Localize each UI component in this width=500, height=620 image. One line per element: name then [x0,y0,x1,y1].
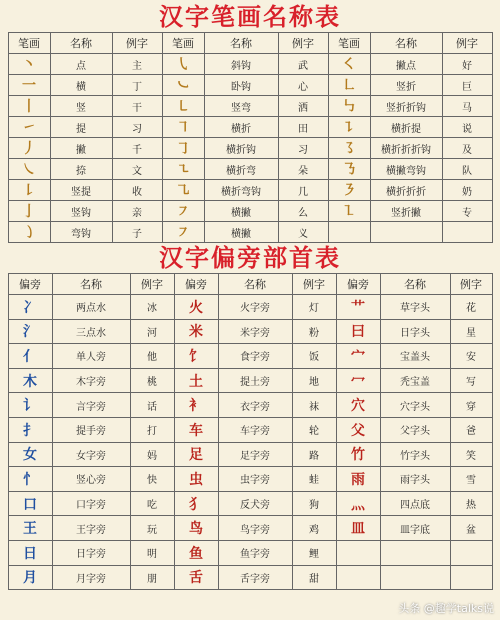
stroke-example-cell: 习 [112,117,162,138]
stroke-glyph-cell: 一 [8,75,50,96]
radical-example-cell: 鸡 [292,516,336,541]
radical-name-cell: 王字旁 [52,516,130,541]
stroke-glyph-cell: ㇄ [162,96,204,117]
radical-example-cell: 冰 [130,295,174,320]
stroke-name-cell: 横折 [204,117,278,138]
stroke-example-cell: 么 [278,201,328,222]
radical-example-cell: 狗 [292,491,336,516]
stroke-row [8,117,492,138]
radical-glyph-cell: 鸟 [174,516,218,541]
radical-name-cell: 日字旁 [52,540,130,565]
radical-name-cell: 三点水 [52,319,130,344]
radical-name-cell [380,565,450,590]
radical-name-cell: 竹字头 [380,442,450,467]
radical-example-cell: 灯 [292,295,336,320]
stroke-row [8,159,492,180]
radical-name-cell: 米字旁 [218,319,292,344]
stroke-example-cell: 田 [278,117,328,138]
radical-name-cell: 女字旁 [52,442,130,467]
radical-name-cell: 食字旁 [218,344,292,369]
radical-example-cell: 爸 [450,417,492,442]
radical-glyph-cell: 穴 [336,393,380,418]
radical-header-cell: 例字 [292,274,336,295]
stroke-header-cell: 例字 [442,33,492,54]
stroke-glyph-cell: ㇙ [8,180,50,201]
stroke-name-cell: 斜钩 [204,54,278,75]
stroke-glyph-cell: ㇌ [328,138,370,159]
radical-name-cell: 竖心旁 [52,467,130,492]
radical-glyph-cell: 木 [8,368,52,393]
radical-glyph-cell: 忄 [8,467,52,492]
radical-name-cell: 口字旁 [52,491,130,516]
radical-glyph-cell: 雨 [336,467,380,492]
radical-row [8,467,492,492]
stroke-example-cell: 好 [442,54,492,75]
radical-example-cell: 雪 [450,467,492,492]
stroke-glyph-cell: ㇊ [328,117,370,138]
radical-example-cell: 轮 [292,417,336,442]
stroke-header-cell: 笔画 [8,33,50,54]
radical-name-cell [380,540,450,565]
stroke-glyph-cell: ㇗ [328,75,370,96]
stroke-row [8,75,492,96]
stroke-example-cell: 干 [112,96,162,117]
stroke-names-table [8,32,493,243]
radical-glyph-cell: 氵 [8,319,52,344]
stroke-glyph-cell: 丨 [8,96,50,117]
stroke-glyph-cell [328,222,370,243]
radical-glyph-cell: 米 [174,319,218,344]
stroke-example-cell: 武 [278,54,328,75]
radical-example-cell: 穿 [450,393,492,418]
radical-name-cell: 鸟字旁 [218,516,292,541]
stroke-glyph-cell: ㇋ [328,180,370,201]
stroke-example-cell: 收 [112,180,162,201]
stroke-example-cell: 朵 [278,159,328,180]
radical-example-cell: 妈 [130,442,174,467]
radical-name-cell: 足字旁 [218,442,292,467]
radical-example-cell: 吃 [130,491,174,516]
radical-glyph-cell: 冖 [336,368,380,393]
radical-row [8,319,492,344]
stroke-example-cell: 马 [442,96,492,117]
radical-header-cell: 名称 [52,274,130,295]
stroke-name-cell: 横折折折 [370,180,442,201]
radical-example-cell [450,565,492,590]
stroke-row [8,138,492,159]
stroke-name-cell: 横折弯 [204,159,278,180]
radical-name-cell: 四点底 [380,491,450,516]
stroke-name-cell: 撇 [50,138,112,159]
radical-name-cell: 单人旁 [52,344,130,369]
stroke-example-cell: 专 [442,201,492,222]
stroke-row [8,180,492,201]
radical-name-cell: 虫字旁 [218,467,292,492]
radical-name-cell: 穴字头 [380,393,450,418]
stroke-name-cell: 横撇弯钩 [370,159,442,180]
stroke-glyph-cell: ㇏ [8,159,50,180]
stroke-name-cell: 横折提 [370,117,442,138]
stroke-header-cell: 例字 [112,33,162,54]
stroke-name-cell: 竖提 [50,180,112,201]
radical-name-cell: 提手旁 [52,417,130,442]
stroke-name-cell: 竖折撇 [370,201,442,222]
radical-glyph-cell: 土 [174,368,218,393]
stroke-glyph-cell: ㇕ [162,117,204,138]
stroke-header-cell: 名称 [50,33,112,54]
radical-glyph-cell: 车 [174,417,218,442]
radical-example-cell: 粉 [292,319,336,344]
radical-glyph-cell: 舌 [174,565,218,590]
stroke-row [8,96,492,117]
radical-glyph-cell: 竹 [336,442,380,467]
stroke-glyph-cell: ㇂ [162,54,204,75]
radical-row [8,540,492,565]
stroke-example-cell [442,222,492,243]
stroke-name-cell: 横折钩 [204,138,278,159]
stroke-header-row [8,33,492,54]
radical-row [8,344,492,369]
stroke-example-cell: 几 [278,180,328,201]
radical-name-cell: 两点水 [52,295,130,320]
radical-glyph-cell: 饣 [174,344,218,369]
stroke-header-cell: 例字 [278,33,328,54]
radical-row [8,516,492,541]
stroke-name-cell: 弯钩 [50,222,112,243]
radical-glyph-cell: 虫 [174,467,218,492]
stroke-example-cell: 丁 [112,75,162,96]
stroke-glyph-cell: 亅 [8,201,50,222]
radical-name-cell: 反犬旁 [218,491,292,516]
radical-name-cell: 舌字旁 [218,565,292,590]
stroke-glyph-cell: ㇡ [328,159,370,180]
radical-glyph-cell: 灬 [336,491,380,516]
radical-row [8,368,492,393]
stroke-glyph-cell: ㇛ [328,54,370,75]
radical-glyph-cell: 足 [174,442,218,467]
radical-glyph-cell: 宀 [336,344,380,369]
radical-example-cell: 袜 [292,393,336,418]
radical-example-cell: 笑 [450,442,492,467]
radical-name-cell: 草字头 [380,295,450,320]
radical-header-cell: 偏旁 [174,274,218,295]
radical-example-cell: 河 [130,319,174,344]
radical-name-cell: 皿字底 [380,516,450,541]
radical-name-cell: 衣字旁 [218,393,292,418]
watermark: 头条 @趣学talks说 [398,602,494,615]
radical-example-cell: 蛙 [292,467,336,492]
stroke-glyph-cell: ㇃ [162,75,204,96]
radical-example-cell: 写 [450,368,492,393]
stroke-glyph-cell: ㇍ [162,159,204,180]
radical-glyph-cell: 曰 [336,319,380,344]
radical-row [8,417,492,442]
radical-row [8,491,492,516]
radical-name-cell: 言字旁 [52,393,130,418]
stroke-example-cell: 文 [112,159,162,180]
radical-glyph-cell: 女 [8,442,52,467]
radical-example-cell: 明 [130,540,174,565]
stroke-name-cell: 横折折折钩 [370,138,442,159]
stroke-name-cell: 竖折折钩 [370,96,442,117]
radical-glyph-cell: 衤 [174,393,218,418]
radical-row [8,393,492,418]
radical-glyph-cell: 亻 [8,344,52,369]
stroke-glyph-cell: 丿 [8,138,50,159]
stroke-name-cell: 横撇 [204,222,278,243]
radical-row [8,565,492,590]
stroke-name-cell: 竖钩 [50,201,112,222]
radical-name-cell: 火字旁 [218,295,292,320]
stroke-glyph-cell: ㇇ [162,222,204,243]
radical-example-cell [450,540,492,565]
radical-name-cell: 父字头 [380,417,450,442]
stroke-example-cell: 奶 [442,180,492,201]
stroke-example-cell: 说 [442,117,492,138]
radical-glyph-cell [336,540,380,565]
stroke-name-cell: 点 [50,54,112,75]
radical-example-cell: 安 [450,344,492,369]
stroke-example-cell: 亲 [112,201,162,222]
radical-glyph-cell: 皿 [336,516,380,541]
radical-example-cell: 鲤 [292,540,336,565]
stroke-header-cell: 名称 [204,33,278,54]
stroke-name-cell: 横 [50,75,112,96]
stroke-glyph-cell: ㇅ [328,201,370,222]
radical-name-cell: 木字旁 [52,368,130,393]
radical-name-cell: 日字头 [380,319,450,344]
stroke-example-cell: 心 [278,75,328,96]
stroke-name-cell: 捺 [50,159,112,180]
radical-example-cell: 打 [130,417,174,442]
radical-example-cell: 甜 [292,565,336,590]
stroke-glyph-cell: ㇁ [8,222,50,243]
radical-glyph-cell: 火 [174,295,218,320]
stroke-name-cell: 横折弯钩 [204,180,278,201]
radical-glyph-cell [336,565,380,590]
stroke-example-cell: 队 [442,159,492,180]
radical-glyph-cell: 日 [8,540,52,565]
radical-header-cell: 例字 [450,274,492,295]
stroke-name-cell: 竖折 [370,75,442,96]
radical-glyph-cell: 鱼 [174,540,218,565]
radical-glyph-cell: 犭 [174,491,218,516]
stroke-glyph-cell: ㇀ [8,117,50,138]
radical-glyph-cell: 冫 [8,295,52,320]
radical-example-cell: 饭 [292,344,336,369]
stroke-glyph-cell: ㇇ [162,201,204,222]
radical-glyph-cell: 扌 [8,417,52,442]
radical-row [8,442,492,467]
stroke-glyph-cell: ㇉ [328,96,370,117]
stroke-row [8,222,492,243]
radical-row [8,295,492,320]
radical-example-cell: 朋 [130,565,174,590]
stroke-example-cell: 千 [112,138,162,159]
radical-name-cell: 雨字头 [380,467,450,492]
radical-example-cell: 他 [130,344,174,369]
stroke-name-cell: 竖弯 [204,96,278,117]
stroke-name-cell: 提 [50,117,112,138]
radical-example-cell: 星 [450,319,492,344]
stroke-name-cell: 撇点 [370,54,442,75]
radical-table-title: 汉字偏旁部首表 [159,244,341,272]
stroke-example-cell: 主 [112,54,162,75]
radical-example-cell: 快 [130,467,174,492]
stroke-row [8,201,492,222]
stroke-glyph-cell: ㇈ [162,180,204,201]
radical-glyph-cell: 口 [8,491,52,516]
radical-glyph-cell: 王 [8,516,52,541]
radical-name-cell: 月字旁 [52,565,130,590]
stroke-row [8,54,492,75]
radical-name-cell: 鱼字旁 [218,540,292,565]
stroke-example-cell: 及 [442,138,492,159]
radical-header-row [8,274,492,295]
stroke-name-cell: 竖 [50,96,112,117]
radical-header-cell: 偏旁 [336,274,380,295]
radical-example-cell: 花 [450,295,492,320]
stroke-header-cell: 笔画 [328,33,370,54]
stroke-name-cell [370,222,442,243]
radical-example-cell: 路 [292,442,336,467]
radical-example-cell: 玩 [130,516,174,541]
radical-header-cell: 偏旁 [8,274,52,295]
stroke-example-cell: 洒 [278,96,328,117]
stroke-header-cell: 名称 [370,33,442,54]
stroke-name-cell: 横撇 [204,201,278,222]
radical-glyph-cell: 讠 [8,393,52,418]
stroke-name-cell: 卧钩 [204,75,278,96]
radical-glyph-cell: 月 [8,565,52,590]
stroke-table-title: 汉字笔画名称表 [159,3,341,31]
radical-example-cell: 地 [292,368,336,393]
radicals-table [8,273,493,590]
stroke-example-cell: 子 [112,222,162,243]
radical-glyph-cell: 艹 [336,295,380,320]
stroke-example-cell: 巨 [442,75,492,96]
radical-name-cell: 秃宝盖 [380,368,450,393]
stroke-glyph-cell: ㇆ [162,138,204,159]
stroke-header-cell: 笔画 [162,33,204,54]
radical-example-cell: 热 [450,491,492,516]
radical-header-cell: 例字 [130,274,174,295]
stroke-example-cell: 义 [278,222,328,243]
radical-name-cell: 车字旁 [218,417,292,442]
stroke-glyph-cell: 丶 [8,54,50,75]
radical-name-cell: 宝盖头 [380,344,450,369]
radical-example-cell: 桃 [130,368,174,393]
radical-header-cell: 名称 [380,274,450,295]
radical-glyph-cell: 父 [336,417,380,442]
radical-header-cell: 名称 [218,274,292,295]
stroke-example-cell: 习 [278,138,328,159]
radical-example-cell: 盆 [450,516,492,541]
radical-example-cell: 话 [130,393,174,418]
radical-name-cell: 提土旁 [218,368,292,393]
